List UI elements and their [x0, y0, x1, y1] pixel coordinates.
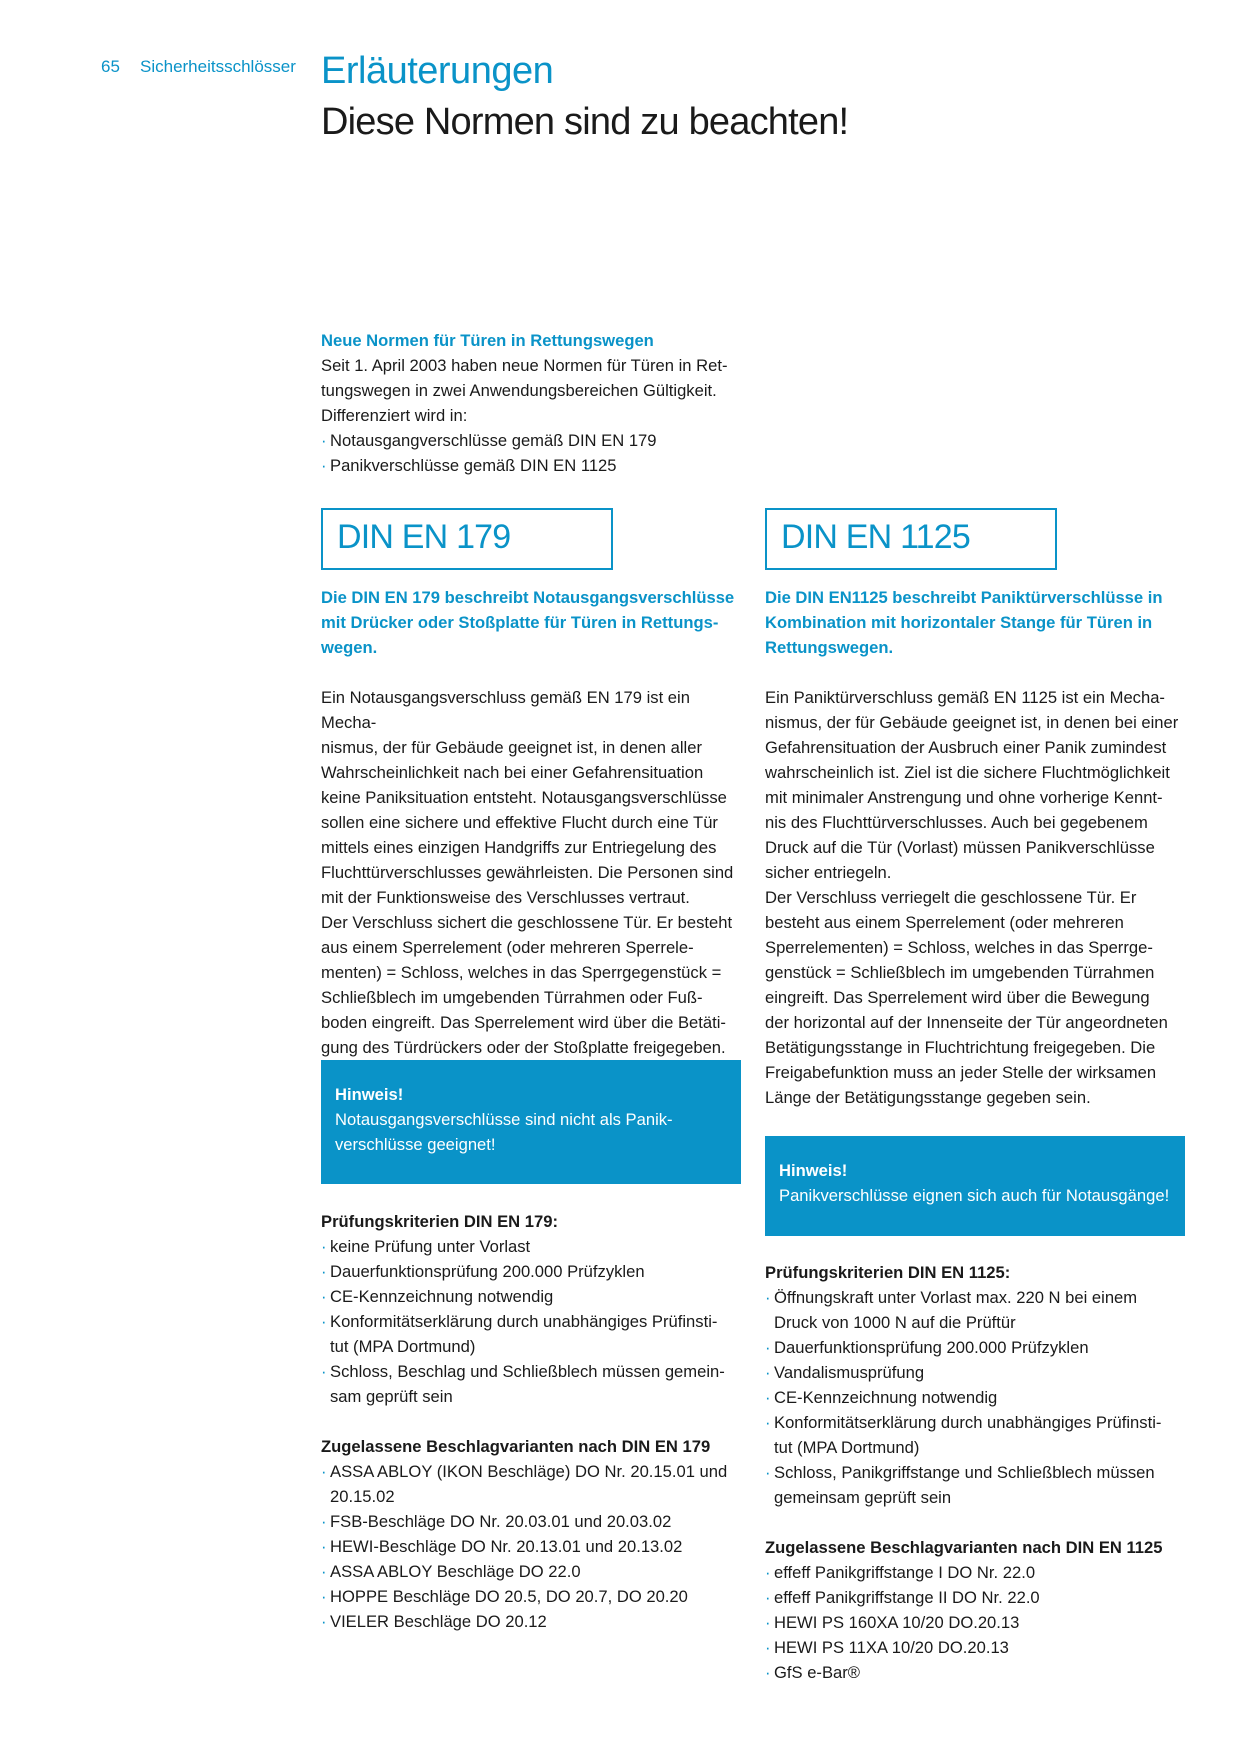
- criteria-item: · Konformitätserklärung durch unabhängiges Prüfinsti- tut (MPA Dortmund): [765, 1410, 1185, 1460]
- din-en-179-criteria: [321, 1209, 741, 1634]
- variants-list: [765, 1560, 1185, 1685]
- intro-bullet: · Panikverschlüsse gemäß DIN EN 1125: [321, 453, 741, 478]
- variant-item: · ASSA ABLOY Beschläge DO 22.0: [321, 1559, 741, 1584]
- variants-list: [321, 1459, 741, 1634]
- body-line: wahrscheinlich ist. Ziel ist die sichere Fluchtmöglichkeit: [765, 763, 1170, 782]
- body-line: Ein Notausgangsverschluss gemäß EN 179 ist ein Mecha-: [321, 688, 690, 732]
- variants-title: Zugelassene Beschlagvarianten nach DIN EN 179: [321, 1437, 711, 1456]
- hint-line: verschlüsse geeignet!: [335, 1135, 496, 1154]
- bullet-dot-icon: ·: [765, 1463, 771, 1482]
- bullet-dot-icon: ·: [765, 1663, 771, 1682]
- bullet-dot-icon: ·: [321, 1237, 327, 1256]
- din-en-1125-title-box: DIN EN 1125: [765, 508, 1057, 570]
- body-line: sollen eine sichere und effektive Flucht durch eine Tür: [321, 813, 718, 832]
- body-line: Der Verschluss sichert die geschlossene Tür. Er besteht: [321, 913, 733, 932]
- body-line: keine Paniksituation entsteht. Notausgangsverschlüsse: [321, 788, 727, 807]
- hint-title: Hinweis!: [779, 1161, 848, 1180]
- bullet-dot-icon: ·: [765, 1288, 771, 1307]
- variant-item: · HEWI PS 11XA 10/20 DO.20.13: [765, 1635, 1185, 1660]
- body-line: Fluchttürverschlusses gewährleisten. Die Personen sind: [321, 863, 734, 882]
- criteria-item: · CE-Kennzeichnung notwendig: [765, 1385, 1185, 1410]
- criteria-item: · Dauerfunktionsprüfung 200.000 Prüfzyklen: [321, 1259, 741, 1284]
- body-line: Der Verschluss verriegelt die geschlossene Tür. Er: [765, 888, 1137, 907]
- body-line: nismus, der für Gebäude geeignet ist, in denen bei einer: [765, 713, 1179, 732]
- bullet-dot-icon: ·: [321, 1462, 327, 1481]
- variants-title: Zugelassene Beschlagvarianten nach DIN EN 1125: [765, 1538, 1163, 1557]
- bullet-dot-icon: ·: [321, 1262, 327, 1281]
- page-subtitle: Diese Normen sind zu beachten!: [321, 101, 849, 143]
- variant-item: · VIELER Beschläge DO 20.12: [321, 1609, 741, 1634]
- body-line: nis des Fluchttürverschlusses. Auch bei gegebenem: [765, 813, 1148, 832]
- intro-line: tungswegen in zwei Anwendungsbereichen Gültigkeit.: [321, 381, 717, 400]
- criteria-title: Prüfungskriterien DIN EN 179:: [321, 1212, 558, 1231]
- body-line: Länge der Betätigungsstange gegeben sein.: [765, 1088, 1091, 1107]
- intro-bullet-list: [321, 428, 741, 478]
- criteria-item: · Schloss, Beschlag und Schließblech müssen gemein- sam geprüft sein: [321, 1359, 741, 1409]
- bullet-dot-icon: ·: [765, 1638, 771, 1657]
- bullet-dot-icon: ·: [765, 1413, 771, 1432]
- body-line: aus einem Sperrelement (oder mehreren Sperrele-: [321, 938, 694, 957]
- lead-line: Die DIN EN1125 beschreibt Paniktürverschlüsse in: [765, 588, 1163, 607]
- body-line: nismus, der für Gebäude geeignet ist, in denen aller: [321, 738, 702, 757]
- body-line: menten) = Schloss, welches in das Sperrgegenstück =: [321, 963, 722, 982]
- variant-item: · HOPPE Beschläge DO 20.5, DO 20.7, DO 20.20: [321, 1584, 741, 1609]
- body-line: mit minimaler Anstrengung und ohne vorherige Kennt-: [765, 788, 1163, 807]
- din-en-179-title-box: DIN EN 179: [321, 508, 613, 570]
- bullet-dot-icon: ·: [765, 1338, 771, 1357]
- criteria-item: · Öffnungskraft unter Vorlast max. 220 N bei einem Druck von 1000 N auf die Prüftür: [765, 1285, 1185, 1335]
- hint-line: Notausgangsverschlüsse sind nicht als Panik-: [335, 1110, 673, 1129]
- criteria-item: · keine Prüfung unter Vorlast: [321, 1234, 741, 1259]
- intro-line: Seit 1. April 2003 haben neue Normen für Türen in Ret-: [321, 356, 728, 375]
- bullet-dot-icon: ·: [765, 1363, 771, 1382]
- body-line: boden eingreift. Das Sperrelement wird über die Betäti-: [321, 1013, 726, 1032]
- lead-line: wegen.: [321, 638, 378, 657]
- variant-item: · FSB-Beschläge DO Nr. 20.03.01 und 20.03.02: [321, 1509, 741, 1534]
- hint-title: Hinweis!: [335, 1085, 404, 1104]
- body-line: Gefahrensituation der Ausbruch einer Panik zumindest: [765, 738, 1167, 757]
- body-line: Sperrelementen) = Schloss, welches in das Sperrge-: [765, 938, 1153, 957]
- body-line: Freigabefunktion muss an jeder Stelle der wirksamen: [765, 1063, 1157, 1082]
- bullet-dot-icon: ·: [321, 1512, 327, 1531]
- bullet-dot-icon: ·: [321, 1562, 327, 1581]
- body-line: mittels eines einzigen Handgriffs zur Entriegelung des: [321, 838, 717, 857]
- lead-line: Rettungswegen.: [765, 638, 894, 657]
- variant-item: · HEWI-Beschläge DO Nr. 20.13.01 und 20.13.02: [321, 1534, 741, 1559]
- criteria-item: · Dauerfunktionsprüfung 200.000 Prüfzyklen: [765, 1335, 1185, 1360]
- variant-item: · GfS e-Bar®: [765, 1660, 1185, 1685]
- body-line: mit der Funktionsweise des Verschlusses vertraut.: [321, 888, 690, 907]
- section-label: Sicherheitsschlösser: [140, 57, 296, 76]
- intro-section: [321, 328, 741, 478]
- criteria-list: [321, 1234, 741, 1409]
- criteria-item: · CE-Kennzeichnung notwendig: [321, 1284, 741, 1309]
- din-en-1125-lead: [765, 585, 1185, 660]
- intro-heading: Neue Normen für Türen in Rettungswegen: [321, 331, 654, 350]
- body-line: eingreift. Das Sperrelement wird über die Bewegung: [765, 988, 1150, 1007]
- body-line: Wahrscheinlichkeit nach bei einer Gefahrensituation: [321, 763, 704, 782]
- bullet-dot-icon: ·: [765, 1388, 771, 1407]
- intro-bullet: · Notausgangverschlüsse gemäß DIN EN 179: [321, 428, 741, 453]
- bullet-dot-icon: ·: [765, 1588, 771, 1607]
- bullet-dot-icon: ·: [321, 1312, 327, 1331]
- criteria-item: · Konformitätserklärung durch unabhängiges Prüfinsti- tut (MPA Dortmund): [321, 1309, 741, 1359]
- body-line: der horizontal auf der Innenseite der Tür angeordneten: [765, 1013, 1168, 1032]
- criteria-title: Prüfungskriterien DIN EN 1125:: [765, 1263, 1011, 1282]
- body-line: gung des Türdrückers oder der Stoßplatte freigegeben.: [321, 1038, 726, 1057]
- lead-line: mit Drücker oder Stoßplatte für Türen in Rettungs-: [321, 613, 719, 632]
- bullet-dot-icon: ·: [765, 1563, 771, 1582]
- criteria-item: · Vandalismusprüfung: [765, 1360, 1185, 1385]
- din-en-1125-body: [765, 685, 1185, 1110]
- variant-item: · effeff Panikgriffstange II DO Nr. 22.0: [765, 1585, 1185, 1610]
- bullet-dot-icon: ·: [321, 456, 327, 475]
- bullet-dot-icon: ·: [321, 1587, 327, 1606]
- body-line: sicher entriegeln.: [765, 863, 892, 882]
- lead-line: Kombination mit horizontaler Stange für Türen in: [765, 613, 1153, 632]
- variant-item: · effeff Panikgriffstange I DO Nr. 22.0: [765, 1560, 1185, 1585]
- page-title: Erläuterungen: [321, 50, 554, 92]
- body-line: Schließblech im umgebenden Türrahmen oder Fuß-: [321, 988, 703, 1007]
- variant-item: · HEWI PS 160XA 10/20 DO.20.13: [765, 1610, 1185, 1635]
- bullet-dot-icon: ·: [321, 1612, 327, 1631]
- din-en-1125-criteria: [765, 1260, 1185, 1685]
- bullet-dot-icon: ·: [321, 1287, 327, 1306]
- bullet-dot-icon: ·: [765, 1613, 771, 1632]
- criteria-item: · Schloss, Panikgriffstange und Schließblech müssen gemeinsam geprüft sein: [765, 1460, 1185, 1510]
- page-number: 65: [101, 57, 120, 76]
- bullet-dot-icon: ·: [321, 1537, 327, 1556]
- criteria-list: [765, 1285, 1185, 1510]
- body-line: besteht aus einem Sperrelement (oder mehreren: [765, 913, 1124, 932]
- variant-item: · ASSA ABLOY (IKON Beschläge) DO Nr. 20.15.01 und 20.15.02: [321, 1459, 741, 1509]
- bullet-dot-icon: ·: [321, 431, 327, 450]
- hint-line: Panikverschlüsse eignen sich auch für Notausgänge!: [779, 1186, 1170, 1205]
- body-line: genstück = Schließblech im umgebenden Türrahmen: [765, 963, 1155, 982]
- lead-line: Die DIN EN 179 beschreibt Notausgangsverschlüsse: [321, 588, 735, 607]
- bullet-dot-icon: ·: [321, 1362, 327, 1381]
- din-en-179-body: [321, 685, 741, 1060]
- din-en-179-lead: [321, 585, 741, 660]
- body-line: Druck auf die Tür (Vorlast) müssen Panikverschlüsse: [765, 838, 1155, 857]
- body-line: Ein Paniktürverschluss gemäß EN 1125 ist ein Mecha-: [765, 688, 1165, 707]
- intro-line: Differenziert wird in:: [321, 406, 468, 425]
- din-en-179-hint-box: [321, 1060, 741, 1184]
- din-en-1125-hint-box: [765, 1136, 1185, 1236]
- body-line: Betätigungsstange in Fluchtrichtung freigegeben. Die: [765, 1038, 1156, 1057]
